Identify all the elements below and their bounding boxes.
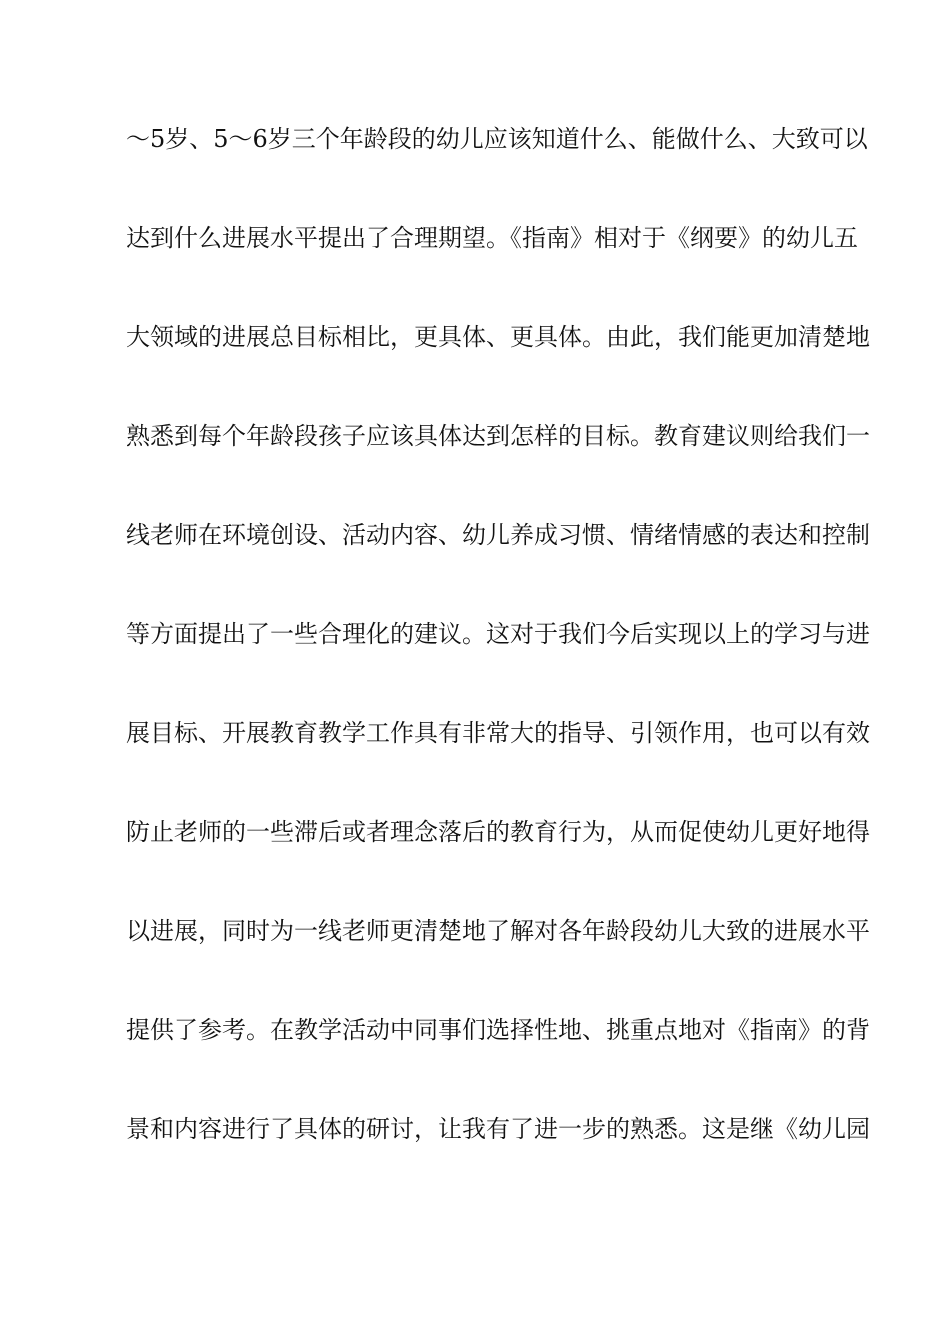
text-line-4: 熟悉到每个年龄段孩子应该具体达到怎样的目标。教育建议则给我们一: [126, 422, 870, 450]
text-line-2: 达到什么进展水平提出了合理期望。《指南》相对于《纲要》的幼儿五: [126, 224, 858, 252]
text-line-7: 展目标、开展教育教学工作具有非常大的指导、引领作用，也可以有效: [126, 719, 870, 747]
body-text: [126, 119, 870, 1208]
text-line-3: 大领域的进展总目标相比，更具体、更具体。由此，我们能更加清楚地: [126, 323, 870, 351]
text-line-10: 提供了参考。在教学活动中同事们选择性地、挑重点地对《指南》的背: [126, 1016, 870, 1044]
text-line-6: 等方面提出了一些合理化的建议。这对于我们今后实现以上的学习与进: [126, 620, 870, 648]
text-line-11: 景和内容进行了具体的研讨，让我有了进一步的熟悉。这是继《幼儿园: [126, 1115, 870, 1143]
text-line-9: 以进展，同时为一线老师更清楚地了解对各年龄段幼儿大致的进展水平: [126, 917, 870, 945]
text-line-5: 线老师在环境创设、活动内容、幼儿养成习惯、情绪情感的表达和控制: [126, 521, 870, 549]
text-line-8: 防止老师的一些滞后或者理念落后的教育行为，从而促使幼儿更好地得: [126, 818, 870, 846]
text-line-1: ～5岁、5～6岁三个年龄段的幼儿应该知道什么、能做什么、大致可以: [126, 125, 868, 153]
